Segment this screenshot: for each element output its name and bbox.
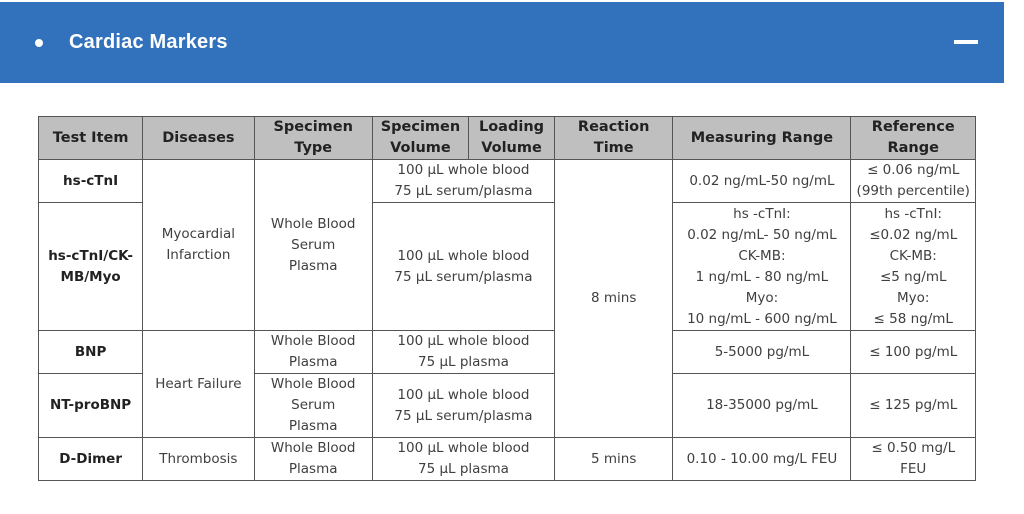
cell-reaction-time: 5 mins [555,438,673,481]
cell-volume: 100 µL whole blood 75 µL serum/plasma [372,374,554,438]
cell-reference-range: ≤ 0.50 mg/L FEU [851,438,976,481]
cell-disease: Myocardial Infarction [143,160,254,331]
cell-volume: 100 µL whole blood 75 µL plasma [372,331,554,374]
minus-icon[interactable] [954,40,978,44]
cell-measuring-range: 0.02 ng/mL-50 ng/mL [673,160,851,203]
header-specimen-type: Specimen Type [254,117,372,160]
cell-disease: Thrombosis [143,438,254,481]
table-container [38,116,976,481]
cell-disease: Heart Failure [143,331,254,438]
cell-volume: 100 µL whole blood 75 µL serum/plasma [372,203,554,331]
cell-reference-range: ≤ 100 pg/mL [851,331,976,374]
cell-specimen-type: Whole Blood Plasma [254,438,372,481]
cell-test-item: NT-proBNP [39,374,143,438]
section-title: Cardiac Markers [69,31,228,53]
header-reference-range: Reference Range [851,117,976,160]
cell-specimen-type: Whole Blood Plasma [254,331,372,374]
cell-reaction-time: 8 mins [555,160,673,438]
cell-measuring-range: hs -cTnI: 0.02 ng/mL- 50 ng/mL CK-MB: 1 ng/mL - 80 ng/mL Myo: 10 ng/mL - 600 ng/mL [673,203,851,331]
cell-reference-range: ≤ 0.06 ng/mL (99th percentile) [851,160,976,203]
table-row [39,331,976,374]
header-measuring-range: Measuring Range [673,117,851,160]
page-gutter [1004,0,1024,514]
cell-measuring-range: 0.10 - 10.00 mg/L FEU [673,438,851,481]
table-row [39,160,976,203]
table-header-row [39,117,976,160]
table-row [39,438,976,481]
header-reaction-time: Reaction Time [555,117,673,160]
cell-specimen-type: Whole Blood Serum Plasma [254,374,372,438]
cardiac-markers-table [38,116,976,481]
cell-test-item: BNP [39,331,143,374]
cell-specimen-type: Whole Blood Serum Plasma [254,160,372,331]
header-loading-volume: Loading Volume [469,117,555,160]
cell-test-item: hs-cTnI [39,160,143,203]
cell-measuring-range: 5-5000 pg/mL [673,331,851,374]
cell-measuring-range: 18-35000 pg/mL [673,374,851,438]
section-header [0,2,1004,83]
header-test-item: Test Item [39,117,143,160]
cell-test-item: hs-cTnI/CK- MB/Myo [39,203,143,331]
cell-test-item: D-Dimer [39,438,143,481]
cell-volume: 100 µL whole blood 75 µL plasma [372,438,554,481]
header-diseases: Diseases [143,117,254,160]
header-specimen-volume: Specimen Volume [372,117,468,160]
cell-reference-range: ≤ 125 pg/mL [851,374,976,438]
bullet-icon [35,39,43,47]
cell-reference-range: hs -cTnI: ≤0.02 ng/mL CK-MB: ≤5 ng/mL Myo: ≤ 58 ng/mL [851,203,976,331]
cell-volume: 100 µL whole blood 75 µL serum/plasma [372,160,554,203]
